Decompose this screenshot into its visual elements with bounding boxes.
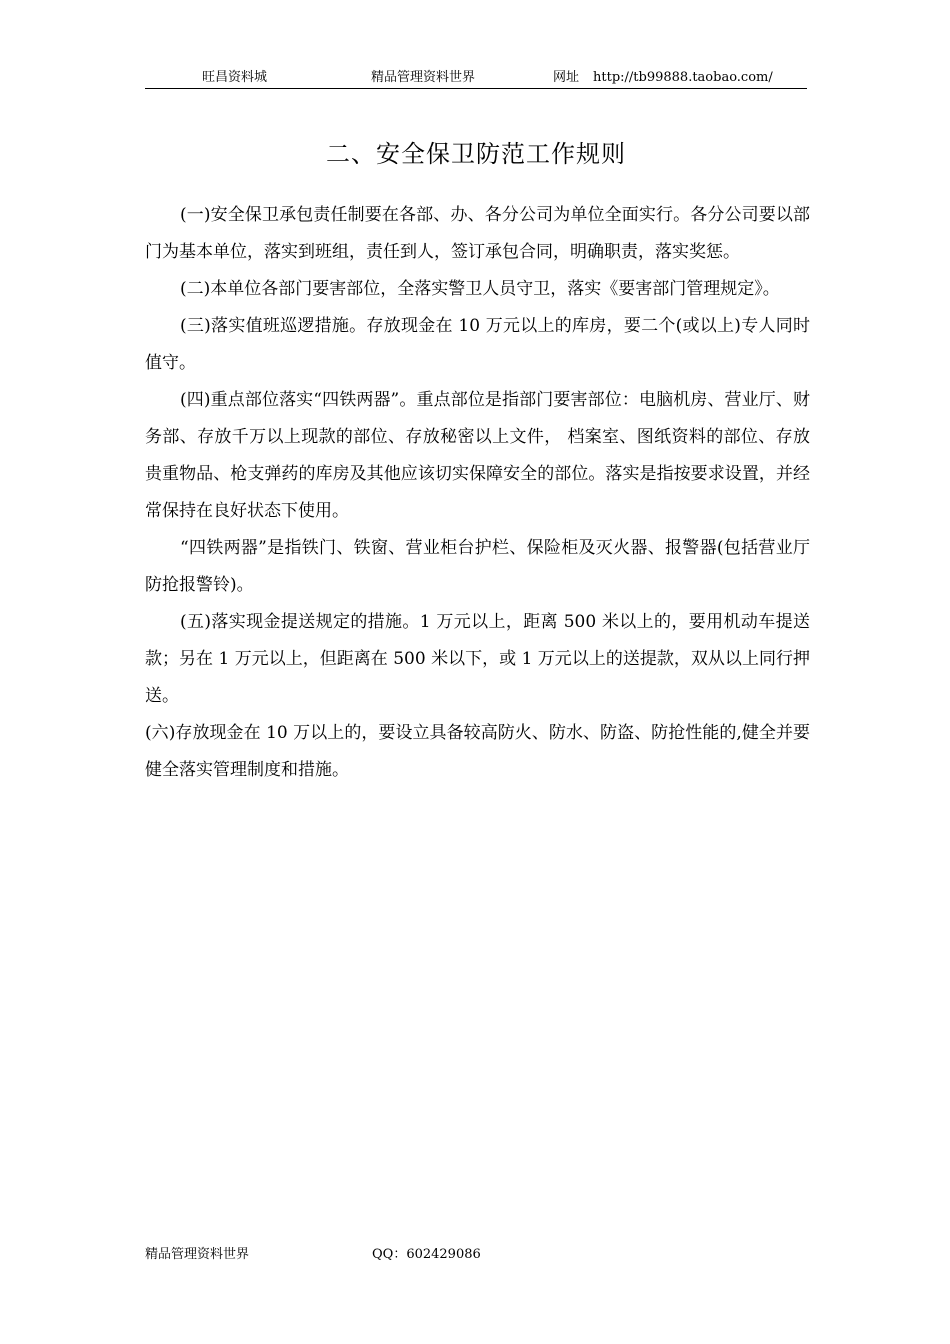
page-header [145,68,807,89]
header-world-name: 精品管理资料世界 [371,70,476,85]
header-url-group [553,68,773,88]
paragraph-2: (二)本单位各部门要害部位，全落实警卫人员守卫，落实《要害部门管理规定》。 [180,279,780,299]
paragraph-5: “四铁两器”是指铁门、铁窗、营业柜台护栏、保险柜及灭火器、报警器(包括营业厅防抢报警铃)。 [145,538,810,595]
paragraph-6: (五)落实现金提送规定的措施。1 万元以上，距离 500 米以上的，要用机动车提送款；另在 1 万元以上，但距离在 500 米以下，或 1 万元以上的送提款，双从以上同行押送。 [145,612,810,706]
paragraph-4: (四)重点部位落实“四铁两器”。重点部位是指部门要害部位：电脑机房、营业厅、财务部、存放千万以上现款的部位、存放秘密以上文件， 档案室、图纸资料的部位、存放贵重物品、枪支弹药的库房及其他应该切实保障安全的部位。落实是指按要求设置，并经常保持在良好状态下使用。 [145,390,810,521]
paragraph-3: (三)落实值班巡逻措施。存放现金在 10 万元以上的库房，要二个(或以上)专人同时值守。 [145,316,810,373]
paragraph-7: (六)存放现金在 10 万以上的，要设立具备较高防火、防水、防盗、防抢性能的,健全并要健全落实管理制度和措施。 [145,723,810,780]
header-url-label: 网址 [553,70,580,85]
header-site-name: 旺昌资料城 [202,70,268,85]
footer-qq: QQ：602429086 [372,1247,481,1262]
footer-world-name: 精品管理资料世界 [145,1247,250,1262]
document-body [145,197,810,789]
header-url-link[interactable]: http://tb99888.taobao.com/ [593,70,773,85]
paragraph-1: (一)安全保卫承包责任制要在各部、办、各分公司为单位全面实行。各分公司要以部门为基本单位，落实到班组，责任到人，签订承包合同，明确职责，落实奖惩。 [145,205,810,262]
document-title: 二、安全保卫防范工作规则 [326,140,626,168]
page-footer [145,1244,807,1266]
